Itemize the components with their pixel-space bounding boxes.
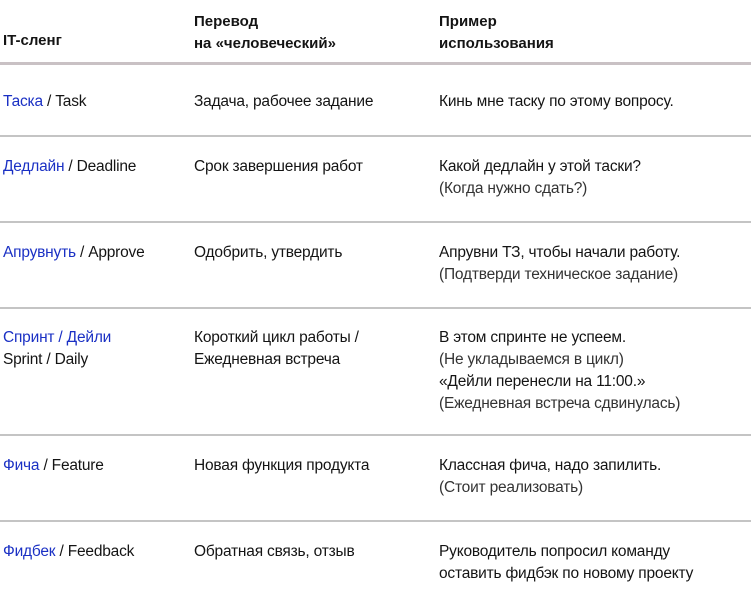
example-text: Апрувни ТЗ, чтобы начали работу. [439, 244, 681, 261]
term-en: Deadline [76, 158, 137, 175]
translation-cell [194, 327, 359, 371]
term-en: Feature [51, 457, 104, 474]
term-separator: / [55, 543, 68, 560]
header-it-slang [3, 30, 62, 52]
example-cell [439, 156, 641, 200]
header-divider [0, 62, 751, 65]
example-note: (Когда нужно сдать?) [439, 180, 588, 197]
translation-text: Обратная связь, отзыв [194, 543, 355, 560]
term-separator: / [75, 244, 89, 261]
term-cell [3, 455, 104, 477]
header-example [439, 11, 554, 55]
term-ru: Фидбек [3, 543, 56, 560]
header-col3-line2: использования [439, 35, 554, 52]
example-cell [439, 541, 693, 585]
header-col2-line1: Перевод [194, 13, 259, 30]
term-en: Approve [88, 244, 145, 261]
term-separator: / [42, 93, 56, 110]
term-cell [3, 327, 111, 371]
example-text: В этом спринте не успеем. [439, 329, 626, 346]
translation-cell [194, 91, 373, 113]
translation-text: Новая функция продукта [194, 457, 370, 474]
example-cell [439, 327, 680, 415]
header-col1-label: IT-сленг [3, 32, 62, 49]
row-divider [0, 135, 751, 137]
term-ru: Таска [3, 93, 43, 110]
example-text: Классная фича, надо запилить. [439, 457, 662, 474]
example-cell [439, 242, 680, 286]
translation-text: Срок завершения работ [194, 158, 363, 175]
example-note: (Ежедневная встреча сдвинулась) [439, 395, 681, 412]
term-en: Task [55, 93, 87, 110]
translation-text: Одобрить, утвердить [194, 244, 343, 261]
term-ru: Фича [3, 457, 40, 474]
translation-text: Ежедневная встреча [194, 351, 341, 368]
example-note: (Подтверди техническое задание) [439, 266, 678, 283]
term-separator: / [64, 158, 77, 175]
translation-text: Короткий цикл работы / [194, 329, 359, 346]
translation-cell [194, 455, 369, 477]
row-divider [0, 520, 751, 522]
example-text: Кинь мне таску по этому вопросу. [439, 93, 674, 110]
term-cell [3, 541, 134, 563]
example-note: (Стоит реализовать) [439, 479, 583, 496]
term-en: Feedback [67, 543, 135, 560]
header-col2-line2: на «человеческий» [194, 35, 336, 52]
example-text: оставить фидбэк по новому проекту [439, 565, 694, 582]
term-cell [3, 242, 145, 264]
row-divider [0, 307, 751, 309]
header-col3-line1: Пример [439, 13, 497, 30]
term-en: Sprint / Daily [3, 351, 89, 368]
translation-cell [194, 242, 342, 264]
translation-text: Задача, рабочее задание [194, 93, 374, 110]
example-text: Какой дедлайн у этой таски? [439, 158, 641, 175]
table-header [0, 0, 751, 62]
row-divider [0, 434, 751, 436]
term-ru: Спринт / Дейли [3, 329, 112, 346]
translation-cell [194, 541, 354, 563]
term-ru: Дедлайн [3, 158, 65, 175]
term-cell [3, 91, 86, 113]
example-cell [439, 455, 661, 499]
example-note: (Не укладываемся в цикл) [439, 351, 624, 368]
translation-cell [194, 156, 363, 178]
term-ru: Апрувнуть [3, 244, 76, 261]
example-text: Руководитель попросил команду [439, 543, 670, 560]
example-text: «Дейли перенесли на 11:00.» [439, 373, 646, 390]
example-cell [439, 91, 674, 113]
header-translation [194, 11, 336, 55]
row-divider [0, 221, 751, 223]
term-separator: / [39, 457, 52, 474]
term-cell [3, 156, 136, 178]
